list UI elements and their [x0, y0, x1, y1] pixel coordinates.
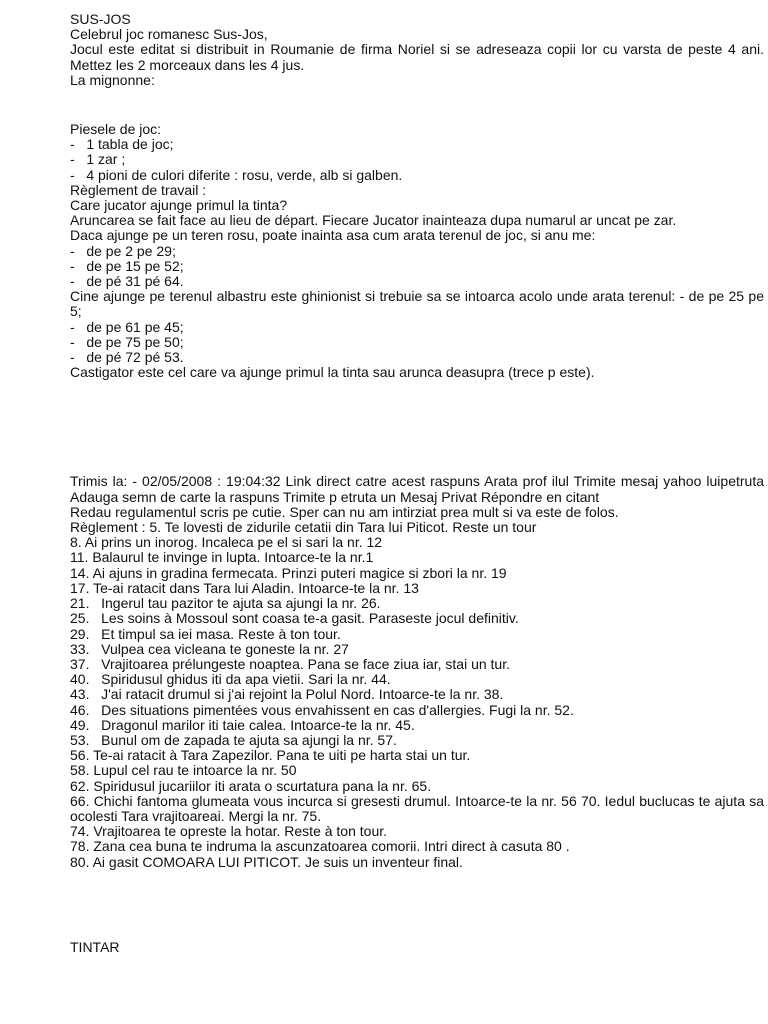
- forum-post: [70, 473, 768, 870]
- rules-line: - de pé 31 pé 64.: [70, 273, 184, 290]
- post-line: 17. Te-ai ratacit dans Tara lui Aladin. Intoarce-te la nr. 13: [70, 579, 419, 596]
- post-line: 25. Les soins à Mossoul sont coasa te-a gasit. Paraseste jocul definitiv.: [70, 610, 519, 627]
- post-line: 56. Te-ai ratacit à Tara Zapezilor. Pana te uiti pe harta stai un tur.: [70, 747, 471, 764]
- post-line: 40. Spiridusul ghidus iti da apa vietii. Sari la nr. 44.: [70, 671, 391, 688]
- rules-line: Aruncarea se fait face au lieu de départ. Fiecare Jucator inainteaza dupa numarul ar uncat pe zar.: [70, 212, 677, 229]
- intro-line: La mignonne:: [70, 71, 155, 88]
- post-line: 78. Zana cea buna te indruma la ascunzatoarea comorii. Intri direct à casuta 80 .: [70, 838, 570, 855]
- post-line: 43. J'ai ratacit drumul si j'ai rejoint la Polul Nord. Intoarce-te la nr. 38.: [70, 686, 504, 703]
- post-line: 14. Ai ajuns in gradina fermecata. Prinzi puteri magice si zbori la nr. 19: [70, 564, 507, 581]
- rules-line: - 4 pioni de culori diferite : rosu, verde, alb si galben.: [70, 166, 403, 183]
- post-line: 80. Ai gasit COMOARA LUI PITICOT. Je suis un inventeur final.: [70, 853, 463, 870]
- intro-line: Celebrul joc romanesc Sus-Jos,: [70, 26, 268, 43]
- post-line: 66. Chichi fantoma glumeata vous incurca si gresesti drumul. Intoarce-te la nr. 56 70. Iedul buclucas te ajuta sa ocolesti Tara vrajitoareai. Mergi la nr. 75.: [70, 792, 768, 824]
- post-line: 62. Spiridusul jucariilor iti arata o scurtatura pana la nr. 65.: [70, 777, 432, 794]
- post-line: 33. Vulpea cea vicleana te goneste la nr. 27: [70, 640, 349, 657]
- post-line: 37. Vrajitoarea prélungeste noaptea. Pana se face ziua iar, stai un tur.: [70, 655, 510, 672]
- post-header: Trimis la: - 02/05/2008 : 19:04:32 Link direct catre acest raspuns Arata prof ilul Trimite mesaj yahoo luipetruta Adauga semn de carte la raspuns Trimite p etruta un Mesaj Privat Répondre en citant: [70, 473, 768, 505]
- intro-line: Jocul este editat si distribuit in Roumanie de firma Noriel si se adreseaza copii lor cu varsta de peste 4 ani. Mettez les 2 morceaux dans les 4 jus.: [70, 41, 768, 73]
- rules-line: Care jucator ajunge primul la tinta?: [70, 197, 288, 214]
- rules-line: - de pé 72 pé 53.: [70, 349, 184, 366]
- rules-line: Daca ajunge pe un teren rosu, poate inainta asa cum arata terenul de joc, si anu me:: [70, 227, 596, 244]
- rules-line: - de pe 15 pe 52;: [70, 257, 184, 274]
- post-line: 46. Des situations pimentées vous envahissent en cas d'allergies. Fugi la nr. 52.: [70, 701, 574, 718]
- rules-block: [70, 121, 768, 381]
- rules-line: - 1 zar ;: [70, 151, 126, 168]
- rules-line: Castigator este cel care va ajunge primul la tinta sau arunca deasupra (trece p este).: [70, 364, 595, 381]
- footer-label: TINTAR: [70, 938, 120, 955]
- post-line: 49. Dragonul marilor iti taie calea. Intoarce-te la nr. 45.: [70, 716, 415, 733]
- spacer: [70, 88, 764, 122]
- rules-line: - de pe 75 pe 50;: [70, 333, 184, 350]
- rules-line: Règlement de travail :: [70, 181, 207, 198]
- post-line: 11. Balaurul te invinge in lupta. Intoarce-te la nr.1: [70, 549, 374, 566]
- post-line: 8. Ai prins un inorog. Incaleca pe el si sari la nr. 12: [70, 534, 383, 551]
- post-line: Règlement : 5. Te lovesti de zidurile cetatii din Tara lui Piticot. Reste un tour: [70, 519, 537, 536]
- document-title: SUS-JOS: [70, 11, 131, 27]
- post-line: 29. Et timpul sa iei masa. Reste à ton tour.: [70, 625, 341, 642]
- post-line: 58. Lupul cel rau te intoarce la nr. 50: [70, 762, 297, 779]
- rules-line: - 1 tabla de joc;: [70, 136, 174, 153]
- rules-line: Cine ajunge pe terenul albastru este ghinionist si trebuie sa se intoarca acolo unde arata terenul: - de pe 25 pe 5;: [70, 288, 768, 320]
- post-line: Redau regulamentul scris pe cutie. Sper can nu am intirziat prea mult si va este de folos.: [70, 503, 619, 520]
- rules-line: - de pe 2 pe 29;: [70, 242, 176, 259]
- post-line: 53. Bunul om de zapada te ajuta sa ajungi la nr. 57.: [70, 731, 397, 748]
- document-page: [70, 11, 768, 955]
- post-line: 74. Vrajitoarea te opreste la hotar. Reste à ton tour.: [70, 823, 388, 840]
- spacer: [70, 380, 764, 474]
- spacer: [70, 870, 764, 940]
- post-line: 21. Ingerul tau pazitor te ajuta sa ajungi la nr. 26.: [70, 595, 381, 612]
- rules-line: - de pe 61 pe 45;: [70, 318, 184, 335]
- rules-line: Piesele de joc:: [70, 121, 162, 138]
- intro-block: [70, 26, 768, 88]
